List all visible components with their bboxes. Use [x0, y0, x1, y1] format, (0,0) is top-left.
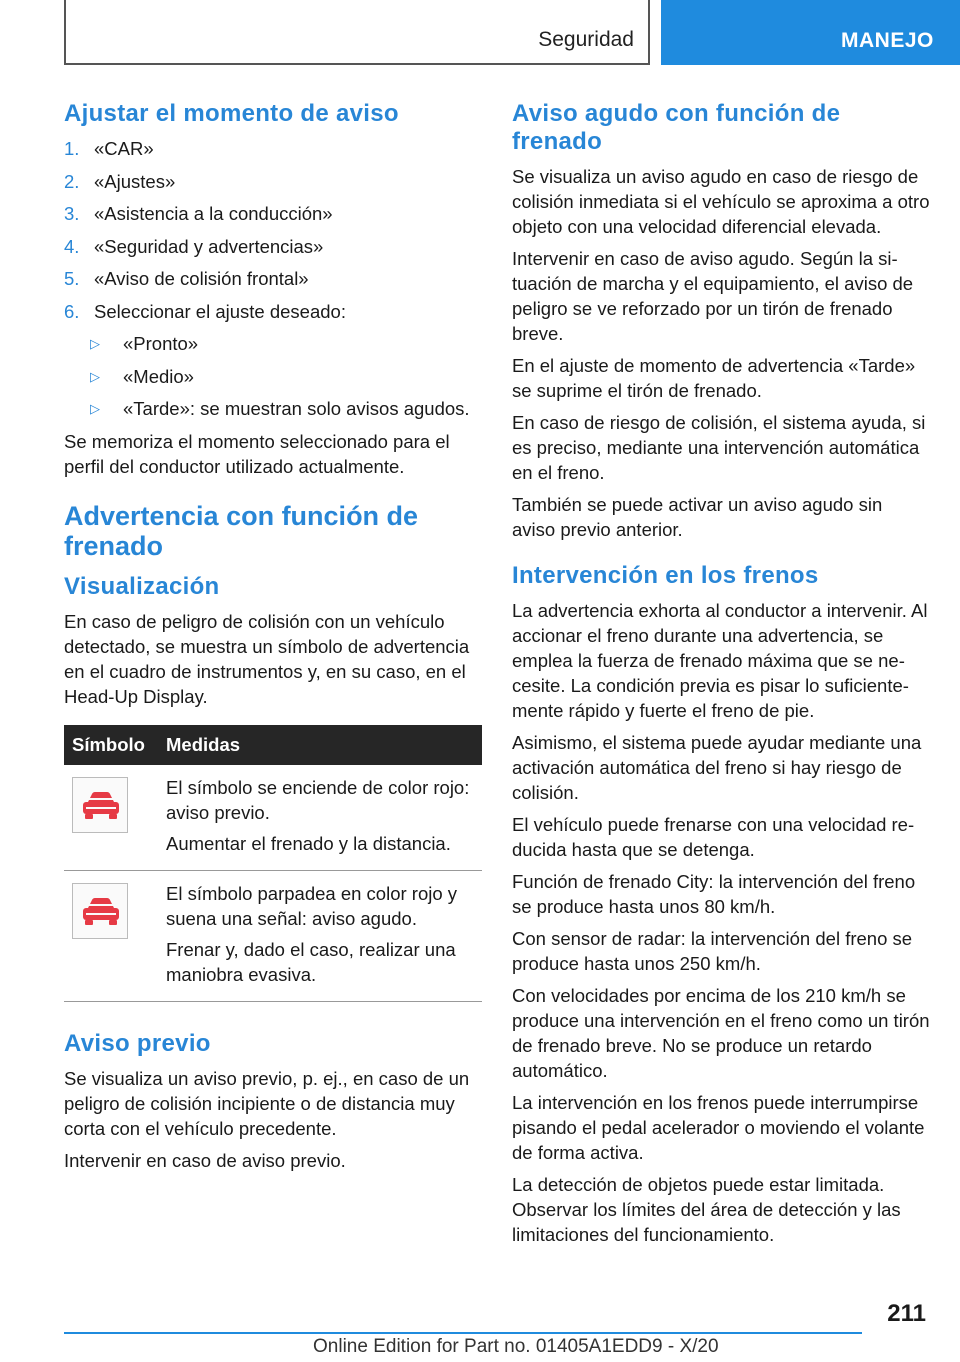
- brakes-paragraph: Asimismo, el sistema puede ayudar mediante una activación automática del freno si hay riesgo de colisión.: [512, 732, 922, 803]
- option-item: [90, 396, 482, 421]
- measure-text: Frenar y, dado el caso, realizar una maniobra evasiva.: [166, 938, 456, 985]
- brakes-paragraph: El vehículo puede frenarse con una velocidad reducida hasta que se detenga.: [512, 814, 915, 860]
- section-title: Seguridad: [538, 28, 634, 51]
- left-column: [64, 100, 482, 1180]
- table-header-row: [64, 725, 482, 765]
- step-item: [64, 201, 482, 226]
- step-number: 2.: [64, 170, 80, 192]
- car-warning-flashing-icon: [72, 883, 128, 939]
- option-text: «Tarde»: se muestran solo avisos agudos.: [123, 398, 470, 419]
- symbol-table: [64, 725, 482, 1002]
- car-warning-red-icon: [72, 777, 128, 833]
- heading-adjust-timing: Ajustar el momento de aviso: [64, 100, 399, 127]
- brakes-paragraph: Función de frenado City: la intervención del freno se produce hasta unos 80 km/h.: [512, 871, 916, 917]
- chapter-title: MANEJO: [841, 29, 934, 52]
- option-item: [90, 364, 482, 389]
- acute-paragraph: En el ajuste de momento de advertencia «Tarde» se suprime el tirón de frenado.: [512, 355, 916, 401]
- measure-text: El símbolo se enciende de color rojo: aviso previo.: [166, 776, 470, 823]
- step-item: [64, 299, 482, 324]
- prewarning-paragraph: Intervenir en caso de aviso previo.: [64, 1149, 346, 1171]
- step-number: 5.: [64, 268, 80, 289]
- heading-acute-warning: Aviso agudo con función de frenado: [512, 100, 841, 155]
- brakes-paragraph: La intervención en los frenos puede interrumpirse pisando el pedal acelerador o moviendo el volante de forma activa.: [512, 1092, 925, 1163]
- step-text: «Asistencia a la conducción»: [94, 203, 333, 224]
- step-item: [64, 169, 482, 194]
- table-row: [64, 765, 482, 871]
- heading-warning-braking: [64, 501, 482, 561]
- step-text: «CAR»: [94, 138, 154, 159]
- step-item: [64, 234, 482, 259]
- edition-text: Online Edition for Part no. 01405A1EDD9 - X/20: [313, 1336, 719, 1357]
- options-list: [90, 331, 482, 421]
- acute-paragraph: En caso de riesgo de colisión, el sistema ayuda, si es preciso, mediante una intervención automática en el freno.: [512, 412, 926, 483]
- heading-display: Visualización: [64, 572, 220, 600]
- step-number: 6.: [64, 300, 80, 322]
- brakes-paragraph: Con velocidades por encima de los 210 km/h se produce una intervención en el freno como un tirón de frenado breve. No se produce un retardo automático.: [512, 985, 930, 1081]
- column-header-measures: Medidas: [158, 725, 482, 765]
- right-column: [512, 100, 930, 1254]
- step-number: 1.: [64, 138, 80, 159]
- heading-line: Advertencia con función de: [64, 500, 419, 531]
- acute-paragraph: Intervenir en caso de aviso agudo. Según la situación de marcha y el equipamiento, el aviso de peligro se ve reforzado por un tirón de frenado breve.: [512, 248, 914, 344]
- step-text: Seleccionar el ajuste deseado:: [94, 300, 346, 322]
- acute-paragraph: Se visualiza un aviso agudo en caso de riesgo de colisión inmediata si el vehículo se aproxima a otro objeto con una velocidad diferencial elevada.: [512, 166, 930, 237]
- brakes-paragraph: La detección de objetos puede estar limitada. Observar los límites del área de detección y las limitaciones del funcionamiento.: [512, 1174, 901, 1245]
- heading-line: frenado: [64, 530, 164, 561]
- option-text: «Pronto»: [123, 333, 199, 354]
- page-number: 211: [887, 1300, 926, 1327]
- step-text: «Seguridad y advertencias»: [94, 235, 324, 257]
- step-item: [64, 136, 482, 161]
- brakes-paragraph: Con sensor de radar: la intervención del freno se produce hasta unos 250 km/h.: [512, 928, 913, 974]
- display-paragraph: En caso de peligro de colisión con un vehículo detectado, se muestra un símbolo de advertencia en el cuadro de instrumentos y, en su caso, en el Head-Up Display.: [64, 610, 470, 707]
- acute-paragraph: También se puede activar un aviso agudo sin aviso previo anterior.: [512, 494, 883, 540]
- measure-text: Aumentar el frenado y la distancia.: [166, 832, 451, 854]
- page-header: [0, 0, 960, 66]
- step-item: [64, 266, 482, 291]
- step-number: 3.: [64, 203, 80, 224]
- option-item: [90, 331, 482, 356]
- brakes-paragraph: La advertencia exhorta al conductor a intervenir. Al accionar el freno durante una advertencia, se emplea la fuerza de frenado máxima que se necesite. La condición previa es pisar lo suficientemente rápido y fuerte el freno de pie.: [512, 600, 928, 721]
- step-number: 4.: [64, 235, 80, 257]
- section-tab: [64, 0, 650, 65]
- memorize-paragraph: Se memoriza el momento seleccionado para el perfil del conductor utilizado actualmente.: [64, 430, 450, 477]
- prewarning-paragraph: Se visualiza un aviso previo, p. ej., en caso de un peligro de colisión incipiente o de distancia muy corta con el vehículo precedente.: [64, 1067, 470, 1139]
- triangle-bullet-icon: ▷: [90, 336, 100, 351]
- triangle-bullet-icon: ▷: [90, 401, 100, 416]
- triangle-bullet-icon: ▷: [90, 368, 100, 384]
- measure-text: El símbolo parpadea en color rojo y suena una señal: aviso agudo.: [166, 882, 458, 929]
- step-text: «Aviso de colisión frontal»: [94, 268, 309, 289]
- table-row: [64, 870, 482, 1001]
- footer-divider: [64, 1332, 862, 1334]
- heading-brake-intervention: Intervención en los frenos: [512, 562, 819, 589]
- chapter-tab: [661, 0, 960, 65]
- column-header-symbol: Símbolo: [64, 725, 158, 765]
- heading-prewarning: Aviso previo: [64, 1029, 211, 1057]
- option-text: «Medio»: [123, 365, 194, 387]
- step-text: «Ajustes»: [94, 170, 176, 192]
- steps-list: [64, 136, 482, 324]
